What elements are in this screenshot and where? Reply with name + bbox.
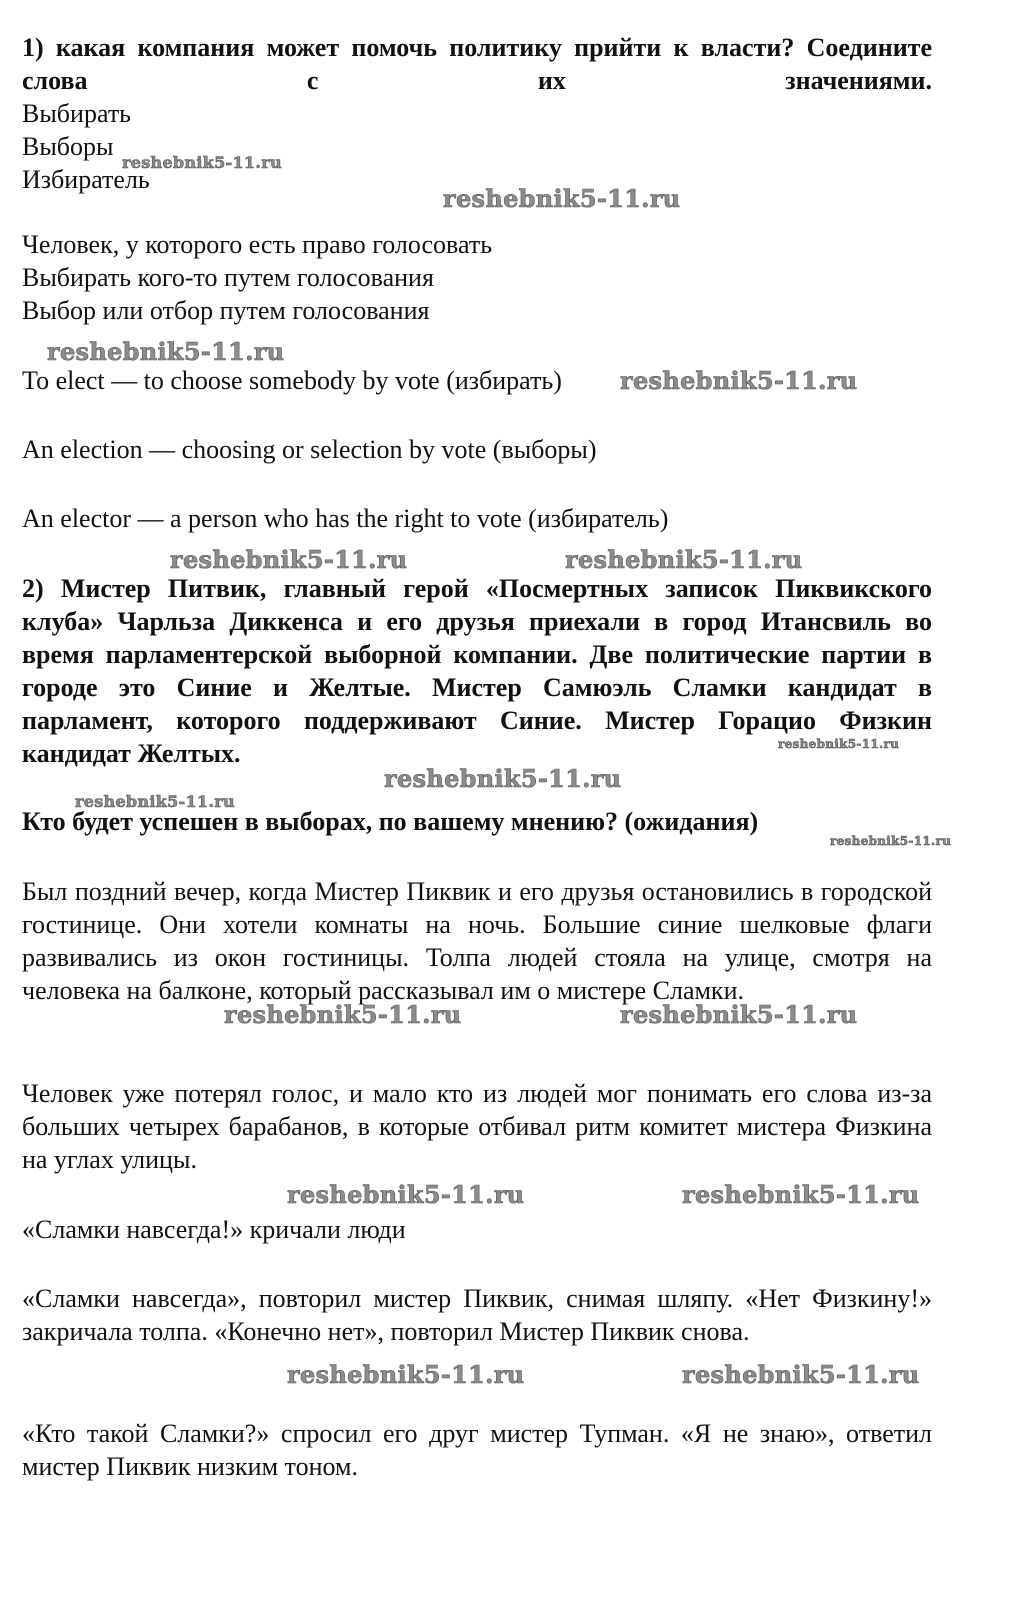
watermark: reshebnik5-11.ru — [620, 1000, 858, 1029]
watermark: reshebnik5-11.ru — [682, 1360, 920, 1389]
watermark: reshebnik5-11.ru — [620, 366, 858, 395]
task2-question: Кто будет успешен в выборах, по вашему мнению? (ожидания) — [22, 807, 759, 836]
watermark: reshebnik5-11.ru — [287, 1180, 525, 1209]
watermark: reshebnik5-11.ru — [75, 792, 235, 811]
story-paragraph: «Кто такой Сламки?» спросил его друг мистер Тупман. «Я не знаю», ответил мистер Пиквик низким тоном. — [22, 1419, 932, 1481]
watermark: reshebnik5-11.ru — [778, 737, 900, 751]
watermark: reshebnik5-11.ru — [224, 1000, 462, 1029]
meaning-item: Человек, у которого есть право голосовать — [22, 230, 493, 259]
word-item: Избиратель — [22, 165, 150, 194]
answer-line: To elect — to choose somebody by vote (избирать) — [22, 366, 562, 395]
answer-line: An election — choosing or selection by vote (выборы) — [22, 435, 597, 464]
watermark: reshebnik5-11.ru — [170, 545, 408, 574]
watermark: reshebnik5-11.ru — [565, 545, 803, 574]
watermark: reshebnik5-11.ru — [287, 1360, 525, 1389]
meaning-item: Выбирать кого-то путем голосования — [22, 263, 434, 292]
watermark: reshebnik5-11.ru — [47, 337, 285, 366]
story-paragraph: Был поздний вечер, когда Мистер Пиквик и его друзья остановились в городской гостинице. Они хотели комнаты на ночь. Большие синие шелковые флаги развивались из окон гостиницы. Толпа людей стояла на улице, смотря на человека на балконе, который рассказывал им о мистере Сламки. — [22, 877, 932, 1005]
watermark: reshebnik5-11.ru — [830, 834, 952, 848]
task1-heading: 1) какая компания может помочь политику прийти к власти? Соедините слова с их значениями. — [22, 33, 932, 95]
word-item: Выбирать — [22, 99, 132, 128]
word-item: Выборы — [22, 132, 114, 161]
story-paragraph: «Сламки навсегда», повторил мистер Пиквик, снимая шляпу. «Нет Физкину!» закричала толпа. «Конечно нет», повторил Мистер Пиквик снова. — [22, 1284, 932, 1346]
watermark: reshebnik5-11.ru — [443, 184, 681, 213]
task2-heading: 2) Мистер Питвик, главный герой «Посмертных записок Пиквикского клуба» Чарльза Диккенса и его друзья приехали в город Итансвиль во время парламентерской выборной компании. Две политические партии в городе это Синие и Желтые. Мистер Самюэль Сламки кандидат в парламент, которого поддерживают Синие. Мистер Горацио Физкин кандидат Желтых. — [22, 574, 932, 768]
watermark: reshebnik5-11.ru — [122, 153, 282, 172]
watermark: reshebnik5-11.ru — [384, 764, 622, 793]
watermark: reshebnik5-11.ru — [682, 1180, 920, 1209]
answer-line: An elector — a person who has the right to vote (избиратель) — [22, 504, 669, 533]
story-paragraph: «Сламки навсегда!» кричали люди — [22, 1215, 406, 1244]
story-paragraph: Человек уже потерял голос, и мало кто из людей мог понимать его слова из-за больших четырех барабанов, в которые отбивал ритм комитет мистера Физкина на углах улицы. — [22, 1079, 932, 1174]
meaning-item: Выбор или отбор путем голосования — [22, 296, 430, 325]
